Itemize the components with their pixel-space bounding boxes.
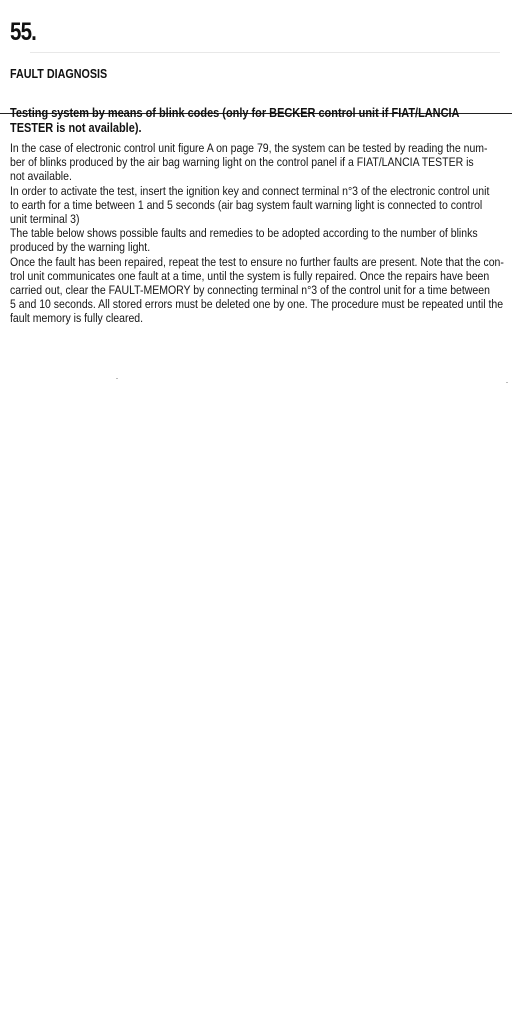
- body-line: trol unit communicates one fault at a time, until the system is fully repaired. Once the repairs have been: [10, 268, 490, 283]
- body-line: not available.: [10, 169, 72, 184]
- scan-speck: [116, 378, 118, 379]
- body-line: 5 and 10 seconds. All stored errors must be deleted one by one. The procedure must be repeated until the: [10, 297, 504, 312]
- scan-speck: [506, 382, 508, 383]
- body-line: In order to activate the test, insert the ignition key and connect terminal n°3 of the electronic control unit: [10, 183, 490, 198]
- header-divider: [30, 52, 500, 53]
- subheading-line: Testing system by means of blink codes (only for BECKER control unit if FIAT/LANCIA: [10, 106, 460, 120]
- subheading: [10, 106, 497, 136]
- body-line: Once the fault has been repaired, repeat the test to ensure no further faults are present. Note that the con-: [10, 254, 504, 269]
- body-line: fault memory is fully cleared.: [10, 311, 144, 326]
- section-title: FAULT DIAGNOSIS: [10, 67, 108, 81]
- page-number: 55.: [10, 18, 37, 46]
- body-line: unit terminal 3): [10, 212, 80, 227]
- body-line: In the case of electronic control unit figure A on page 79, the system can be tested by reading the num-: [10, 141, 488, 155]
- subheading-line: TESTER is not available).: [10, 121, 142, 135]
- body-line: carried out, clear the FAULT-MEMORY by connecting terminal n°3 of the control unit for a time between: [10, 283, 490, 298]
- body-line: The table below shows possible faults and remedies to be adopted according to the number of blinks: [10, 226, 478, 241]
- body-line: produced by the warning light.: [10, 240, 151, 255]
- body-line: ber of blinks produced by the air bag warning light on the control panel if a FIAT/LANCIA TESTER is: [10, 155, 474, 170]
- body-paragraphs: [10, 141, 504, 326]
- body-line: to earth for a time between 1 and 5 seconds (air bag system fault warning light is connected to control: [10, 197, 483, 212]
